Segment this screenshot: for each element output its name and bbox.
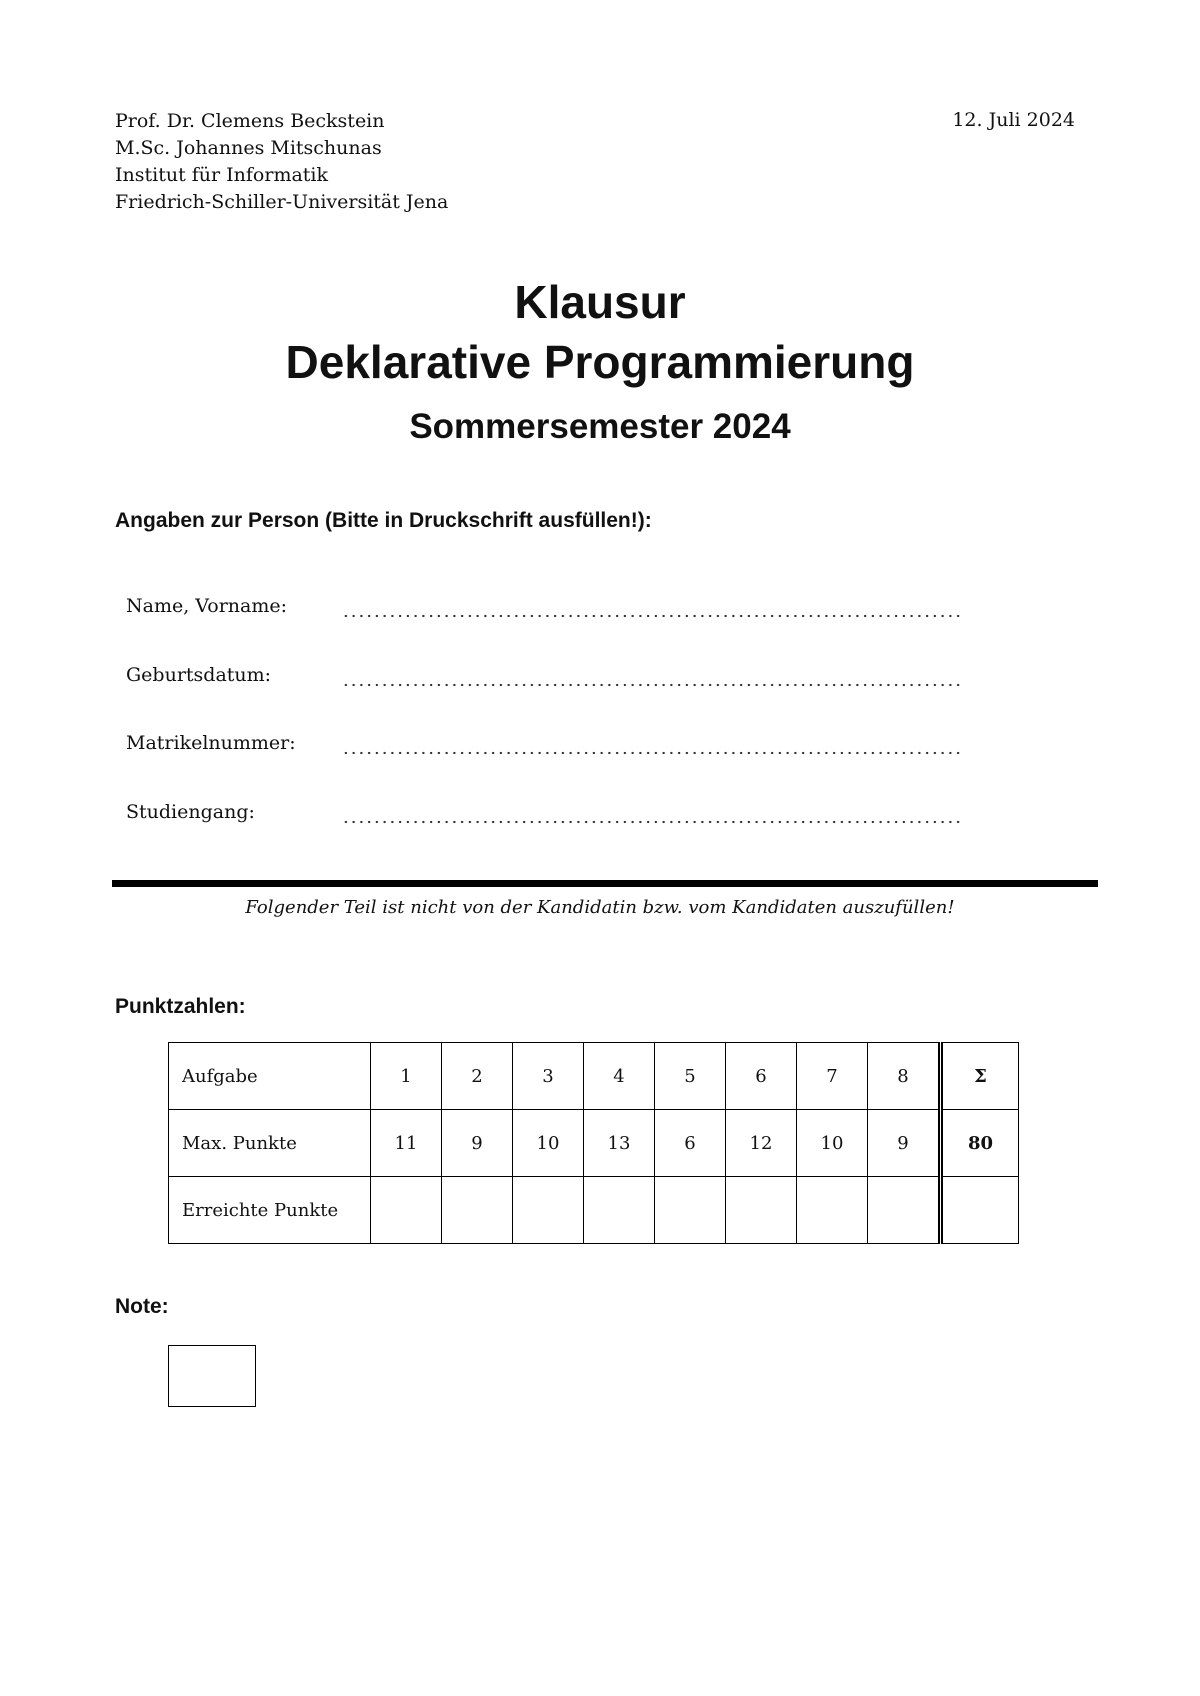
exam-date: 12. Juli 2024 — [952, 109, 1075, 131]
achieved-points-cell[interactable] — [655, 1177, 726, 1244]
total-max-points: 80 — [941, 1110, 1019, 1177]
field-line-program[interactable] — [342, 820, 962, 824]
task-number: 7 — [797, 1043, 868, 1110]
achieved-points-cell[interactable] — [868, 1177, 941, 1244]
task-number: 4 — [584, 1043, 655, 1110]
scores-table — [168, 1042, 1019, 1244]
achieved-points-cell[interactable] — [513, 1177, 584, 1244]
task-number: 6 — [726, 1043, 797, 1110]
grade-box[interactable] — [168, 1345, 256, 1407]
field-line-matriculation[interactable] — [342, 751, 962, 755]
header-line-assistant: M.Sc. Johannes Mitschunas — [115, 137, 382, 159]
section-divider — [112, 880, 1098, 887]
table-row-tasks — [169, 1043, 1019, 1110]
examiner-notice: Folgender Teil ist nicht von der Kandidatin bzw. vom Kandidaten auszufüllen! — [245, 897, 955, 918]
header-line-university: Friedrich-Schiller-Universität Jena — [115, 191, 449, 213]
task-number: 2 — [442, 1043, 513, 1110]
max-points-cell: 13 — [584, 1110, 655, 1177]
header-line-institute: Institut für Informatik — [115, 164, 329, 186]
field-label-program: Studiengang: — [126, 801, 255, 823]
max-points-cell: 11 — [371, 1110, 442, 1177]
field-label-birthdate: Geburtsdatum: — [126, 664, 272, 686]
table-row-max-points — [169, 1110, 1019, 1177]
title-klausur: Klausur — [514, 276, 686, 328]
field-label-matriculation: Matrikelnummer: — [126, 732, 296, 754]
achieved-points-cell[interactable] — [584, 1177, 655, 1244]
title-semester: Sommersemester 2024 — [409, 407, 791, 446]
achieved-points-cell[interactable] — [371, 1177, 442, 1244]
max-points-cell: 12 — [726, 1110, 797, 1177]
max-points-cell: 6 — [655, 1110, 726, 1177]
max-points-cell: 10 — [513, 1110, 584, 1177]
task-number: 5 — [655, 1043, 726, 1110]
header-block — [115, 108, 448, 216]
title-course: Deklarative Programmierung — [285, 336, 915, 388]
personal-heading: Angaben zur Person (Bitte in Druckschrift ausfüllen!): — [115, 509, 652, 532]
achieved-points-cell[interactable] — [797, 1177, 868, 1244]
task-number: 3 — [513, 1043, 584, 1110]
max-points-cell: 9 — [442, 1110, 513, 1177]
task-number: 8 — [868, 1043, 941, 1110]
row-label-max-points: Max. Punkte — [169, 1110, 371, 1177]
achieved-total-cell[interactable] — [941, 1177, 1019, 1244]
header-line-professor: Prof. Dr. Clemens Beckstein — [115, 110, 385, 132]
field-label-name: Name, Vorname: — [126, 595, 288, 617]
task-number: 1 — [371, 1043, 442, 1110]
table-row-achieved-points — [169, 1177, 1019, 1244]
achieved-points-cell[interactable] — [442, 1177, 513, 1244]
max-points-cell: 10 — [797, 1110, 868, 1177]
field-line-birthdate[interactable] — [342, 683, 962, 687]
sum-symbol: Σ — [941, 1043, 1019, 1110]
max-points-cell: 9 — [868, 1110, 941, 1177]
row-label-task: Aufgabe — [169, 1043, 371, 1110]
achieved-points-cell[interactable] — [726, 1177, 797, 1244]
field-line-name[interactable] — [342, 614, 962, 618]
scores-heading: Punktzahlen: — [115, 995, 246, 1018]
row-label-achieved-points: Erreichte Punkte — [169, 1177, 371, 1244]
grade-heading: Note: — [115, 1295, 169, 1318]
